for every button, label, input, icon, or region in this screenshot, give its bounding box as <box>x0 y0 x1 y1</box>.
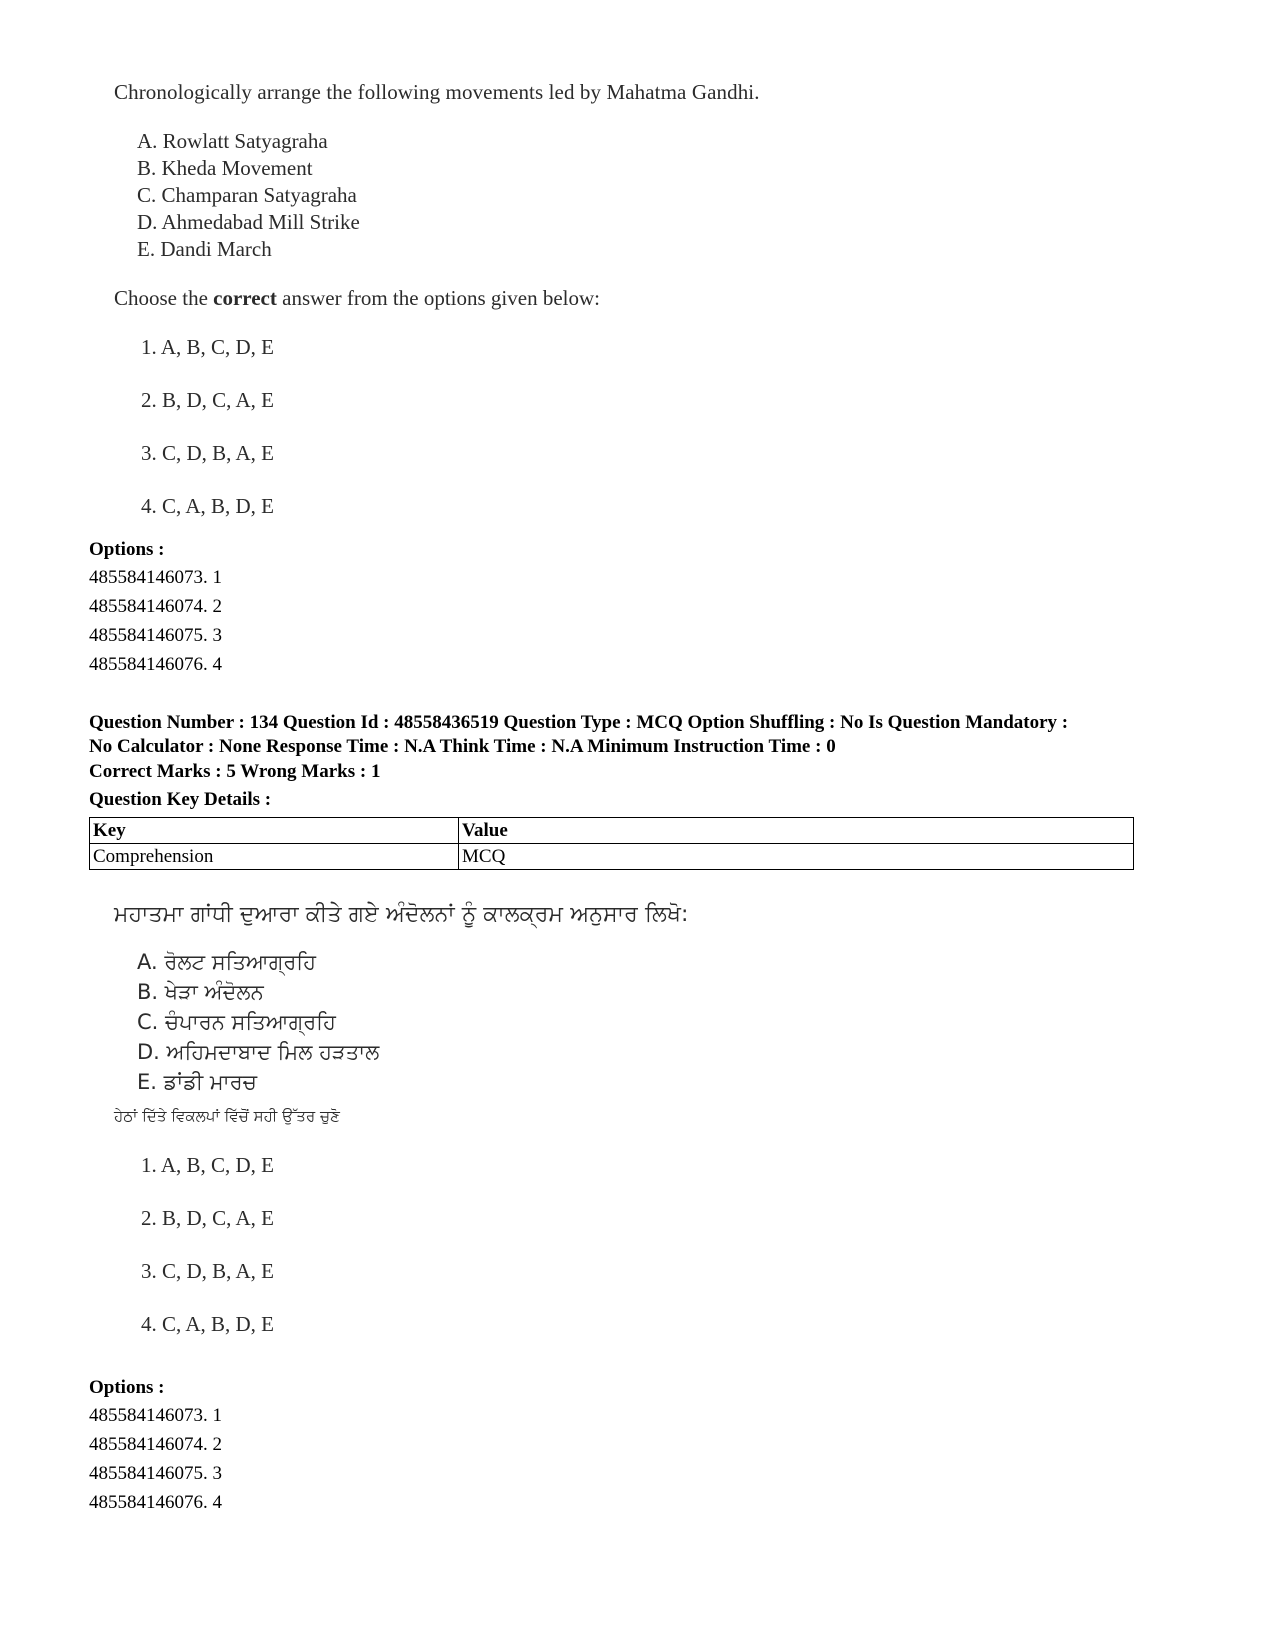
choose-instruction <box>114 286 760 311</box>
list-item: E. ਡਾਂਡੀ ਮਾਰਚ <box>137 1070 257 1094</box>
list-item: C. ਚੰਪਾਰਨ ਸਤਿਆਗ੍ਰਹਿ <box>137 1010 336 1034</box>
table-header-value: Value <box>459 818 1134 844</box>
answer-choice: 1. A, B, C, D, E <box>141 335 275 359</box>
question-stem: ਮਹਾਤਮਾ ਗਾਂਧੀ ਦੁਆਰਾ ਕੀਤੇ ਗਏ ਅੰਦੋਲਨਾਂ ਨੂੰ ਕਾਲਕ੍ਰਮ ਅਨੁਸਾਰ ਲਿਖੋ: <box>114 902 689 927</box>
list-item: E. Dandi March <box>137 237 272 261</box>
list-item: C. Champaran Satyagraha <box>137 183 357 207</box>
table-row <box>90 844 1134 870</box>
marks-line: Correct Marks : 5 Wrong Marks : 1 <box>89 761 381 782</box>
options-list <box>89 1401 222 1517</box>
option-item: 485584146074. 2 <box>89 1434 222 1455</box>
answer-choice: 3. C, D, B, A, E <box>141 441 275 465</box>
table-header-key: Key <box>90 818 459 844</box>
option-item: 485584146075. 3 <box>89 625 222 646</box>
answer-choice: 4. C, A, B, D, E <box>141 494 275 518</box>
question-meta-line2: No Calculator : None Response Time : N.A Think Time : N.A Minimum Instruction Time : 0 <box>89 736 836 757</box>
option-item: 485584146076. 4 <box>89 1492 222 1513</box>
options-list <box>89 563 222 679</box>
option-item: 485584146073. 1 <box>89 1405 222 1426</box>
list-item: D. ਅਹਿਮਦਾਬਾਦ ਮਿਲ ਹੜਤਾਲ <box>137 1040 380 1064</box>
movement-list <box>137 128 760 263</box>
option-item: 485584146074. 2 <box>89 596 222 617</box>
list-item: D. Ahmedabad Mill Strike <box>137 210 360 234</box>
question-meta <box>89 711 1068 759</box>
key-details-table <box>89 817 1134 870</box>
answer-choices <box>141 321 760 533</box>
question-image-punjabi <box>114 902 689 1351</box>
question-stem: Chronologically arrange the following movements led by Mahatma Gandhi. <box>114 80 760 104</box>
answer-choice: 2. B, D, C, A, E <box>141 1206 275 1230</box>
options-label: Options : <box>89 1377 165 1398</box>
answer-choice: 3. C, D, B, A, E <box>141 1259 275 1283</box>
answer-choices <box>141 1139 689 1351</box>
table-cell-key: Comprehension <box>90 844 459 870</box>
option-item: 485584146073. 1 <box>89 567 222 588</box>
choose-text-pre: Choose the <box>114 286 214 310</box>
option-item: 485584146075. 3 <box>89 1463 222 1484</box>
list-item: B. Kheda Movement <box>137 156 313 180</box>
answer-choice: 2. B, D, C, A, E <box>141 388 275 412</box>
answer-choice: 1. A, B, C, D, E <box>141 1153 275 1177</box>
option-item: 485584146076. 4 <box>89 654 222 675</box>
movement-list <box>137 947 689 1097</box>
key-details-label: Question Key Details : <box>89 789 272 810</box>
choose-text-bold: correct <box>213 286 277 310</box>
list-item: A. Rowlatt Satyagraha <box>137 129 328 153</box>
choose-instruction: ਹੇਠਾਂ ਦਿੱਤੇ ਵਿਕਲਪਾਂ ਵਿੱਚੋਂ ਸਹੀ ਉੱਤਰ ਚੁਣੋ <box>114 1107 340 1125</box>
question-meta-line1: Question Number : 134 Question Id : 48558436519 Question Type : MCQ Option Shuffling : No Is Question Mandatory : <box>89 712 1069 733</box>
table-cell-value: MCQ <box>459 844 1134 870</box>
options-label: Options : <box>89 539 165 560</box>
answer-choice: 4. C, A, B, D, E <box>141 1312 275 1336</box>
choose-text-post: answer from the options given below: <box>276 286 600 310</box>
list-item: B. ਖੇੜਾ ਅੰਦੋਲਨ <box>137 980 264 1004</box>
list-item: A. ਰੋਲਟ ਸਤਿਆਗ੍ਰਹਿ <box>137 950 317 974</box>
table-header-row <box>90 818 1134 844</box>
question-image-english <box>114 80 760 533</box>
